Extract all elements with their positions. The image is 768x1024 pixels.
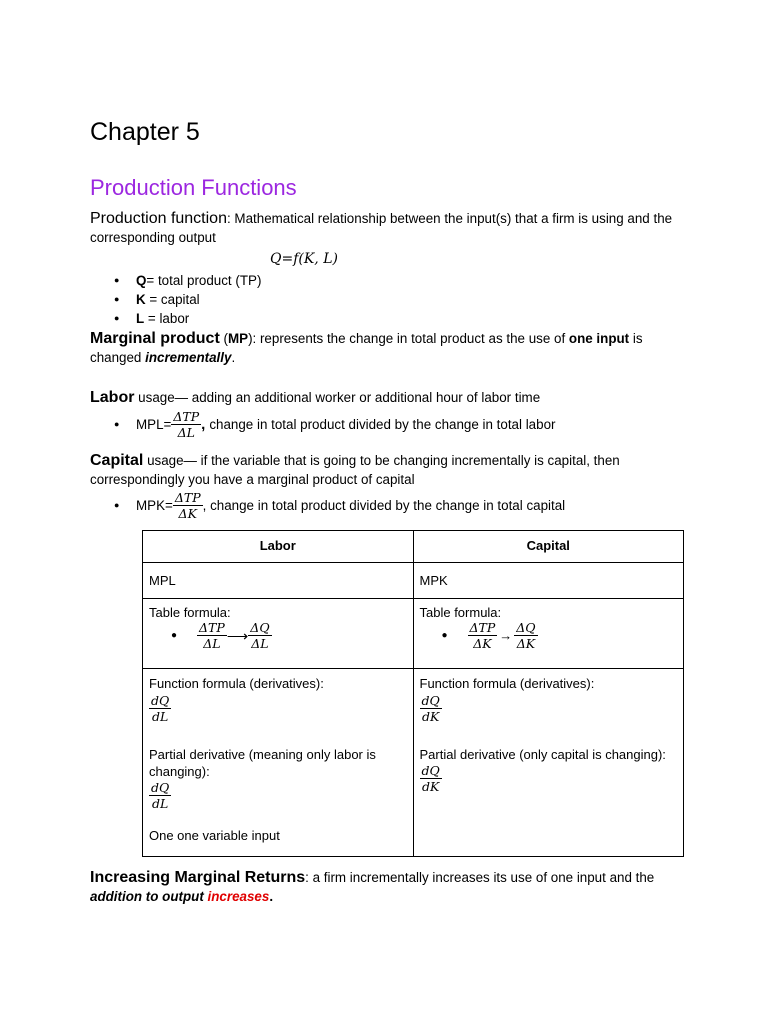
capital-table-formula: ● $\frac{\text{ΔTP}}{\Delta K}$ → $\frac{\Delta Q}{\Delta K}$ — [441, 620, 536, 651]
mpl-bullet: ● MPL= $\frac{\text{ΔTP}}{\Delta L}$ , change in total product divided by the change in total labor — [114, 409, 556, 440]
mpk-fraction: $\frac{\text{ΔTP}}{\Delta K}$ — [174, 490, 201, 521]
capital-definition: Capital usage— if the variable that is going to be changing incrementally is capital, then correspondingly you have a marginal product of capital — [90, 452, 620, 487]
labor-note: One one variable input — [149, 828, 280, 843]
mpk-bullet: ● MPK= $\frac{\text{ΔTP}}{\Delta K}$ , change in total product divided by the change in total capital — [114, 490, 566, 521]
labor-term: Labor — [90, 389, 135, 406]
section-title: Production Functions — [90, 175, 297, 200]
labor-derivative: $\frac{dQ}{dL}$ — [151, 693, 170, 724]
cell-mpl: MPL — [143, 563, 414, 599]
cell-mpk: MPK — [413, 563, 684, 599]
chapter-title: Chapter 5 — [90, 118, 200, 146]
table-header-row — [143, 531, 684, 563]
capital-derivative: $\frac{dQ}{dK}$ — [421, 693, 440, 724]
production-function-term: Production function — [90, 210, 227, 227]
table-row — [143, 599, 684, 669]
table-row — [143, 669, 684, 857]
mp-comparison-table — [142, 530, 684, 857]
capital-term: Capital — [90, 452, 144, 469]
marginal-product-definition: Marginal product (MP): represents the change in total product as the use of one input is changed incrementally. — [90, 330, 643, 365]
capital-partial-derivative: $\frac{dQ}{dK}$ — [421, 763, 440, 794]
bullet-q: ● Q= total product (TP) — [114, 273, 262, 288]
production-function-definition — [90, 209, 680, 247]
header-capital: Capital — [413, 531, 684, 563]
bullet-l: ● L = labor — [114, 311, 190, 326]
production-function-text: : Mathematical relationship between the input(s) that a firm is using and the corresponding output — [90, 211, 673, 245]
cell-labor-derivatives: Function formula (derivatives): $\frac{dQ}{dL}$ Partial derivative (meaning only labor is changing): $\frac{dQ}{dL}$ One one variable input — [143, 669, 414, 857]
bullet-k: ● K = capital — [114, 292, 200, 307]
production-bullets — [114, 271, 261, 328]
table-row — [143, 563, 684, 599]
cell-capital-table-formula: Table formula: ● $\frac{\text{ΔTP}}{\Delta K}$ → $\frac{\Delta Q}{\Delta K}$ — [413, 599, 684, 669]
cell-capital-derivatives: Function formula (derivatives): $\frac{dQ}{dK}$ Partial derivative (only capital is changing): $\frac{dQ}{dK}$ — [413, 669, 684, 857]
imr-term: Increasing Marginal Returns — [90, 869, 306, 886]
imr-definition: Increasing Marginal Returns: a firm incrementally increases its use of one input and the addition to output increases. — [90, 869, 655, 904]
labor-table-formula: ● $\frac{\text{ΔTP}}{\Delta L}$ ⟶ $\frac{\Delta Q}{\Delta L}$ — [171, 620, 270, 651]
header-labor: Labor — [143, 531, 414, 563]
labor-definition: Labor usage— adding an additional worker or additional hour of labor time — [90, 389, 541, 406]
production-formula: Q=f(K, L) — [270, 251, 338, 267]
mpl-fraction: $\frac{\text{ΔTP}}{\Delta L}$ — [173, 409, 200, 440]
labor-partial-derivative: $\frac{dQ}{dL}$ — [151, 780, 170, 811]
cell-labor-table-formula: Table formula: ● $\frac{\text{ΔTP}}{\Delta L}$ ⟶ $\frac{\Delta Q}{\Delta L}$ — [143, 599, 414, 669]
marginal-product-term: Marginal product — [90, 330, 220, 347]
